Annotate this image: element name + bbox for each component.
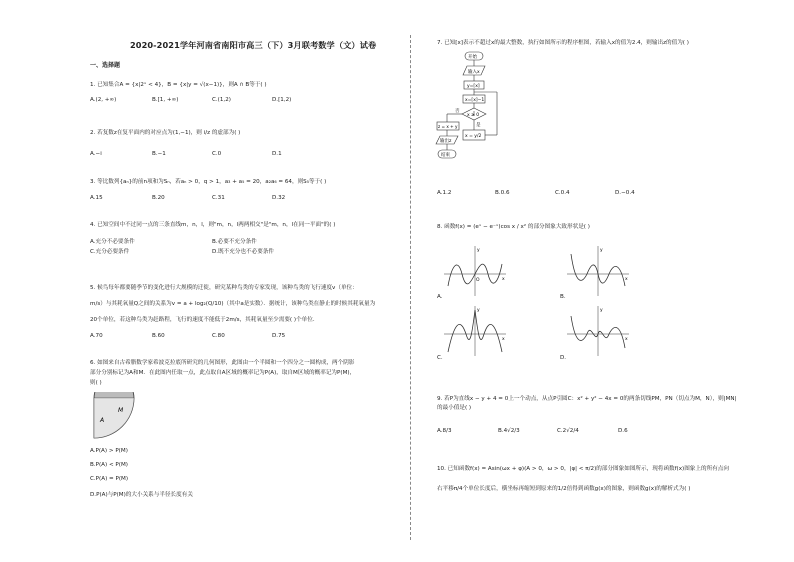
- question-6-line-3: 则( ): [90, 380, 102, 386]
- question-9-line-2: 的最小值是( ): [437, 405, 472, 411]
- question-7: 7. 已知[x]表示不超过x的最大整数，执行如图所示的程序框图，若输入x的值为2.4，则输出z的值为( ): [437, 40, 689, 46]
- question-9-line-1: 9. 若P为直线x − y + 4 = 0上一个动点，从点P引圆C：x² + y² − 4x = 0的两条切线PM，PN（切点为M，N），则|MN|: [437, 396, 737, 402]
- graph-a-origin: O: [476, 278, 480, 283]
- question-8: 8. 函数f(x) = (eˣ − e⁻ˣ)cos x / x² 的部分图象大致形状是( ): [437, 224, 590, 230]
- q9-option-b[interactable]: B.4√2/3: [498, 428, 520, 434]
- question-4: 4. 已知空间中不过同一点的三条直线m，n，l，则"m，n，l两两相交"是"m，n，l在同一平面"的( ): [90, 222, 336, 228]
- hippocrates-figure: [90, 392, 138, 442]
- flow-end: 结束: [441, 153, 450, 158]
- q8-graph-c[interactable]: [442, 304, 508, 358]
- q1-option-d[interactable]: D.[1,2): [272, 97, 292, 103]
- q2-option-c[interactable]: C.0: [212, 151, 222, 157]
- q8-graph-a[interactable]: [442, 244, 508, 298]
- figure-label-a: A: [100, 417, 105, 424]
- column-divider: [410, 35, 411, 540]
- flow-halve: x = y/2: [465, 134, 482, 139]
- q7-option-a[interactable]: A.1.2: [437, 190, 452, 196]
- question-1: 1. 已知集合A = {x|2ˣ < 4}，B = {x|y = √(x−1)}，则A ∩ B等于( ): [90, 82, 267, 88]
- q1-option-b[interactable]: B.[1, +∞): [152, 97, 179, 103]
- flow-yes: 是: [476, 123, 481, 128]
- q6-option-d[interactable]: D.P(A)与P(M)的大小关系与半径长度有关: [90, 492, 193, 498]
- q5-option-c[interactable]: C.80: [212, 333, 225, 339]
- exam-title: 2020-2021学年河南省南阳市高三（下）3月联考数学（文）试卷: [130, 40, 377, 50]
- q7-option-c[interactable]: C.0.4: [555, 190, 570, 196]
- flow-input: 输入x: [468, 70, 480, 75]
- q1-option-a[interactable]: A.(2, +∞): [90, 97, 117, 103]
- flow-step-x: x=[x]−1: [465, 98, 485, 103]
- q9-option-a[interactable]: A.8/3: [437, 428, 452, 434]
- flow-start: 开始: [468, 55, 477, 60]
- question-5-line-3: 20个单位，若这种鸟类为赶路程，飞行的速度不能低于2m/s，其耗氧量至少需要( )个单位．: [90, 317, 319, 323]
- graph-a-y-label: y: [477, 248, 480, 253]
- q8-option-a[interactable]: A.: [437, 294, 443, 300]
- q9-option-d[interactable]: D.6: [618, 428, 628, 434]
- question-6-line-2: 部分分别标记为A和M．在此图内任取一点，此点取自A区域的概率记为P(A)，取自M区域的概率记为P(M)，: [90, 370, 356, 376]
- graph-d-y-label: y: [600, 308, 603, 313]
- q2-option-b[interactable]: B.−1: [152, 151, 166, 157]
- flow-step-y: y=[x]: [467, 84, 480, 89]
- question-5-line-2: m/s）与其耗氧量Q之间的关系为v = a + log₂(Q/10)（其中a是实数）．据统计，该种鸟类在静止的时候其耗氧量为: [90, 301, 376, 307]
- q8-option-b[interactable]: B.: [560, 294, 566, 300]
- q8-option-d[interactable]: D.: [560, 355, 567, 361]
- q1-option-c[interactable]: C.(1,2): [212, 97, 231, 103]
- graph-c-x-label: x: [502, 337, 505, 342]
- q8-graph-d[interactable]: [565, 304, 631, 358]
- q3-option-b[interactable]: B.20: [152, 195, 165, 201]
- q8-graph-b[interactable]: [565, 244, 631, 298]
- q4-option-c[interactable]: C.充分必要条件: [90, 249, 130, 255]
- q2-option-d[interactable]: D.1: [272, 151, 282, 157]
- q6-option-a[interactable]: A.P(A) > P(M): [90, 448, 128, 454]
- q7-option-b[interactable]: B.0.6: [495, 190, 510, 196]
- q5-option-d[interactable]: D.75: [272, 333, 286, 339]
- q4-option-a[interactable]: A.充分不必要条件: [90, 239, 135, 245]
- section-heading: 一、选择题: [90, 62, 121, 69]
- q6-option-c[interactable]: C.P(A) = P(M): [90, 476, 129, 482]
- question-2: 2. 若复数z在复平面内的对应点为(1,−1)，则 i/z 的虚部为( ): [90, 130, 241, 136]
- question-3: 3. 等比数列{aₙ}的前n项和为Sₙ，若aₙ > 0，q > 1，a₃ + a₅ = 20，a₂a₆ = 64，则S₅等于( ): [90, 179, 327, 185]
- question-10-line-2: 右平移π/4个单位长度后，横坐标再缩短到原来的1/2倍得到函数g(x)的图象，则函数g(x)的解析式为( ): [437, 486, 691, 492]
- flow-output: 输出z: [440, 139, 452, 144]
- q5-option-a[interactable]: A.70: [90, 333, 103, 339]
- graph-b-x-label: x: [625, 277, 628, 282]
- q3-option-a[interactable]: A.15: [90, 195, 103, 201]
- graph-c-y-label: y: [477, 308, 480, 313]
- graph-a-x-label: x: [502, 277, 505, 282]
- q5-option-b[interactable]: B.60: [152, 333, 165, 339]
- question-10-line-1: 10. 已知函数f(x) = Asin(ωx + φ)(A > 0，ω > 0，|φ| < π/2)的部分图象如图所示，现将函数f(x)图象上的所有点向: [437, 466, 729, 472]
- question-5-line-1: 5. 候鸟每年都要随季节的变化进行大规模的迁徙，研究某种鸟类的专家发现，该种鸟类的飞行速度v（单位：: [90, 285, 358, 291]
- q7-option-d[interactable]: D.−0.4: [615, 190, 635, 196]
- q8-option-c[interactable]: C.: [437, 355, 443, 361]
- flow-condition: x ≥ 0: [467, 113, 480, 118]
- flow-z: z = x + y: [438, 124, 458, 129]
- q2-option-a[interactable]: A.−i: [90, 151, 102, 157]
- right-column: [420, 0, 794, 562]
- q3-option-d[interactable]: D.32: [272, 195, 286, 201]
- flow-no: 否: [455, 109, 460, 114]
- q4-option-b[interactable]: B.必要不充分条件: [212, 239, 257, 245]
- graph-d-x-label: x: [625, 337, 628, 342]
- q4-option-d[interactable]: D.既不充分也不必要条件: [212, 249, 275, 255]
- figure-label-m: M: [118, 407, 124, 414]
- graph-b-y-label: y: [600, 248, 603, 253]
- q3-option-c[interactable]: C.31: [212, 195, 225, 201]
- question-6-line-1: 6. 如图来自古希腊数学家希波克拉底所研究的几何图形，此图由一个半圆和一个四分之一圆构成，两个阴影: [90, 360, 355, 366]
- q6-option-b[interactable]: B.P(A) < P(M): [90, 462, 128, 468]
- q9-option-c[interactable]: C.2√2/4: [557, 428, 579, 434]
- flowchart: [435, 50, 535, 178]
